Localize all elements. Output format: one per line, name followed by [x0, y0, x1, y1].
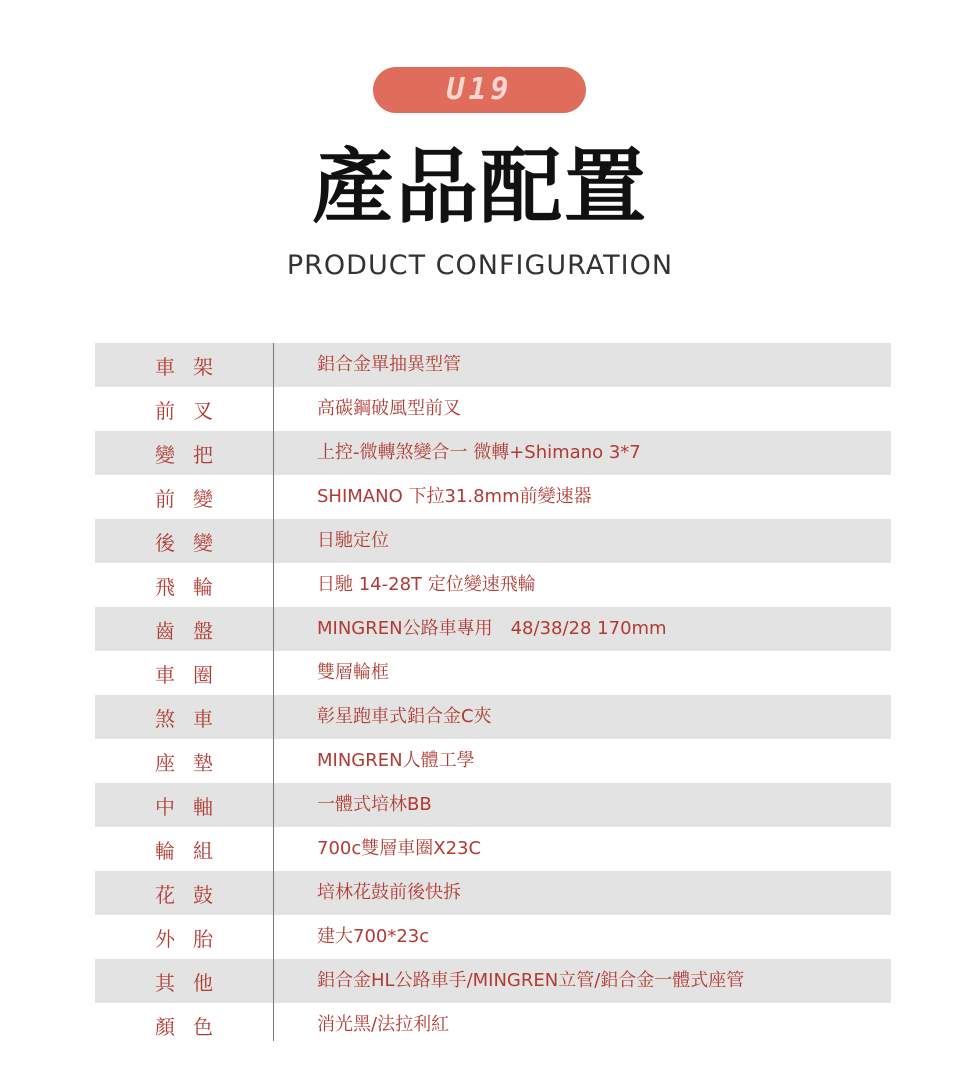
spec-label: 中軸	[155, 794, 231, 819]
spec-row	[95, 607, 891, 651]
spec-label: 外胎	[155, 926, 231, 951]
spec-value: 鋁合金HL公路車手/MINGREN立管/鋁合金一體式座管	[317, 970, 745, 991]
spec-label: 煞車	[155, 706, 231, 731]
page-title: 產品配置	[311, 140, 648, 235]
spec-row	[95, 739, 891, 783]
spec-row	[95, 871, 891, 915]
spec-value: 培林花鼓前後快拆	[317, 882, 461, 903]
spec-row	[95, 783, 891, 827]
spec-value: 日馳 14-28T 定位變速飛輪	[317, 574, 536, 595]
spec-value: 消光黑/法拉利紅	[317, 1014, 450, 1035]
spec-label: 輪組	[155, 838, 231, 863]
spec-row	[95, 563, 891, 607]
spec-value: 彰星跑車式鋁合金C夾	[317, 706, 492, 727]
spec-row	[95, 387, 891, 431]
spec-value: SHIMANO 下拉31.8mm前變速器	[317, 486, 592, 507]
spec-label: 花鼓	[155, 882, 231, 907]
spec-row	[95, 431, 891, 475]
spec-row	[95, 519, 891, 563]
spec-value: 高碳鋼破風型前叉	[317, 398, 461, 419]
spec-label: 後變	[155, 530, 231, 555]
spec-value: 鋁合金單抽異型管	[317, 354, 461, 375]
spec-value: 建大700*23c	[317, 926, 430, 947]
model-badge: U19	[373, 67, 586, 113]
spec-row	[95, 1003, 891, 1047]
spec-label: 前叉	[155, 398, 231, 423]
spec-row	[95, 959, 891, 1003]
spec-value: 700c雙層車圈X23C	[317, 838, 482, 859]
spec-value: MINGREN人體工學	[317, 750, 475, 771]
spec-label: 其他	[155, 970, 231, 995]
spec-value: 一體式培林BB	[317, 794, 432, 815]
spec-value: 上控-微轉煞變合一 微轉+Shimano 3*7	[317, 442, 641, 463]
spec-value: 日馳定位	[317, 530, 389, 551]
spec-label: 座墊	[155, 750, 231, 775]
spec-label: 飛輪	[155, 574, 231, 599]
spec-value: MINGREN公路車專用 48/38/28 170mm	[317, 618, 667, 639]
spec-table	[95, 343, 891, 1047]
spec-label: 前變	[155, 486, 231, 511]
spec-label: 齒盤	[155, 618, 231, 643]
spec-label: 車架	[155, 354, 231, 379]
spec-row	[95, 915, 891, 959]
spec-row	[95, 475, 891, 519]
spec-label: 顏色	[155, 1014, 231, 1039]
spec-value: 雙層輪框	[317, 662, 389, 683]
spec-row	[95, 695, 891, 739]
spec-row	[95, 827, 891, 871]
column-divider	[273, 343, 274, 1041]
spec-row	[95, 343, 891, 387]
spec-label: 變把	[155, 442, 231, 467]
spec-row	[95, 651, 891, 695]
page-subtitle: PRODUCT CONFIGURATION	[286, 250, 674, 281]
spec-label: 車圈	[155, 662, 231, 687]
